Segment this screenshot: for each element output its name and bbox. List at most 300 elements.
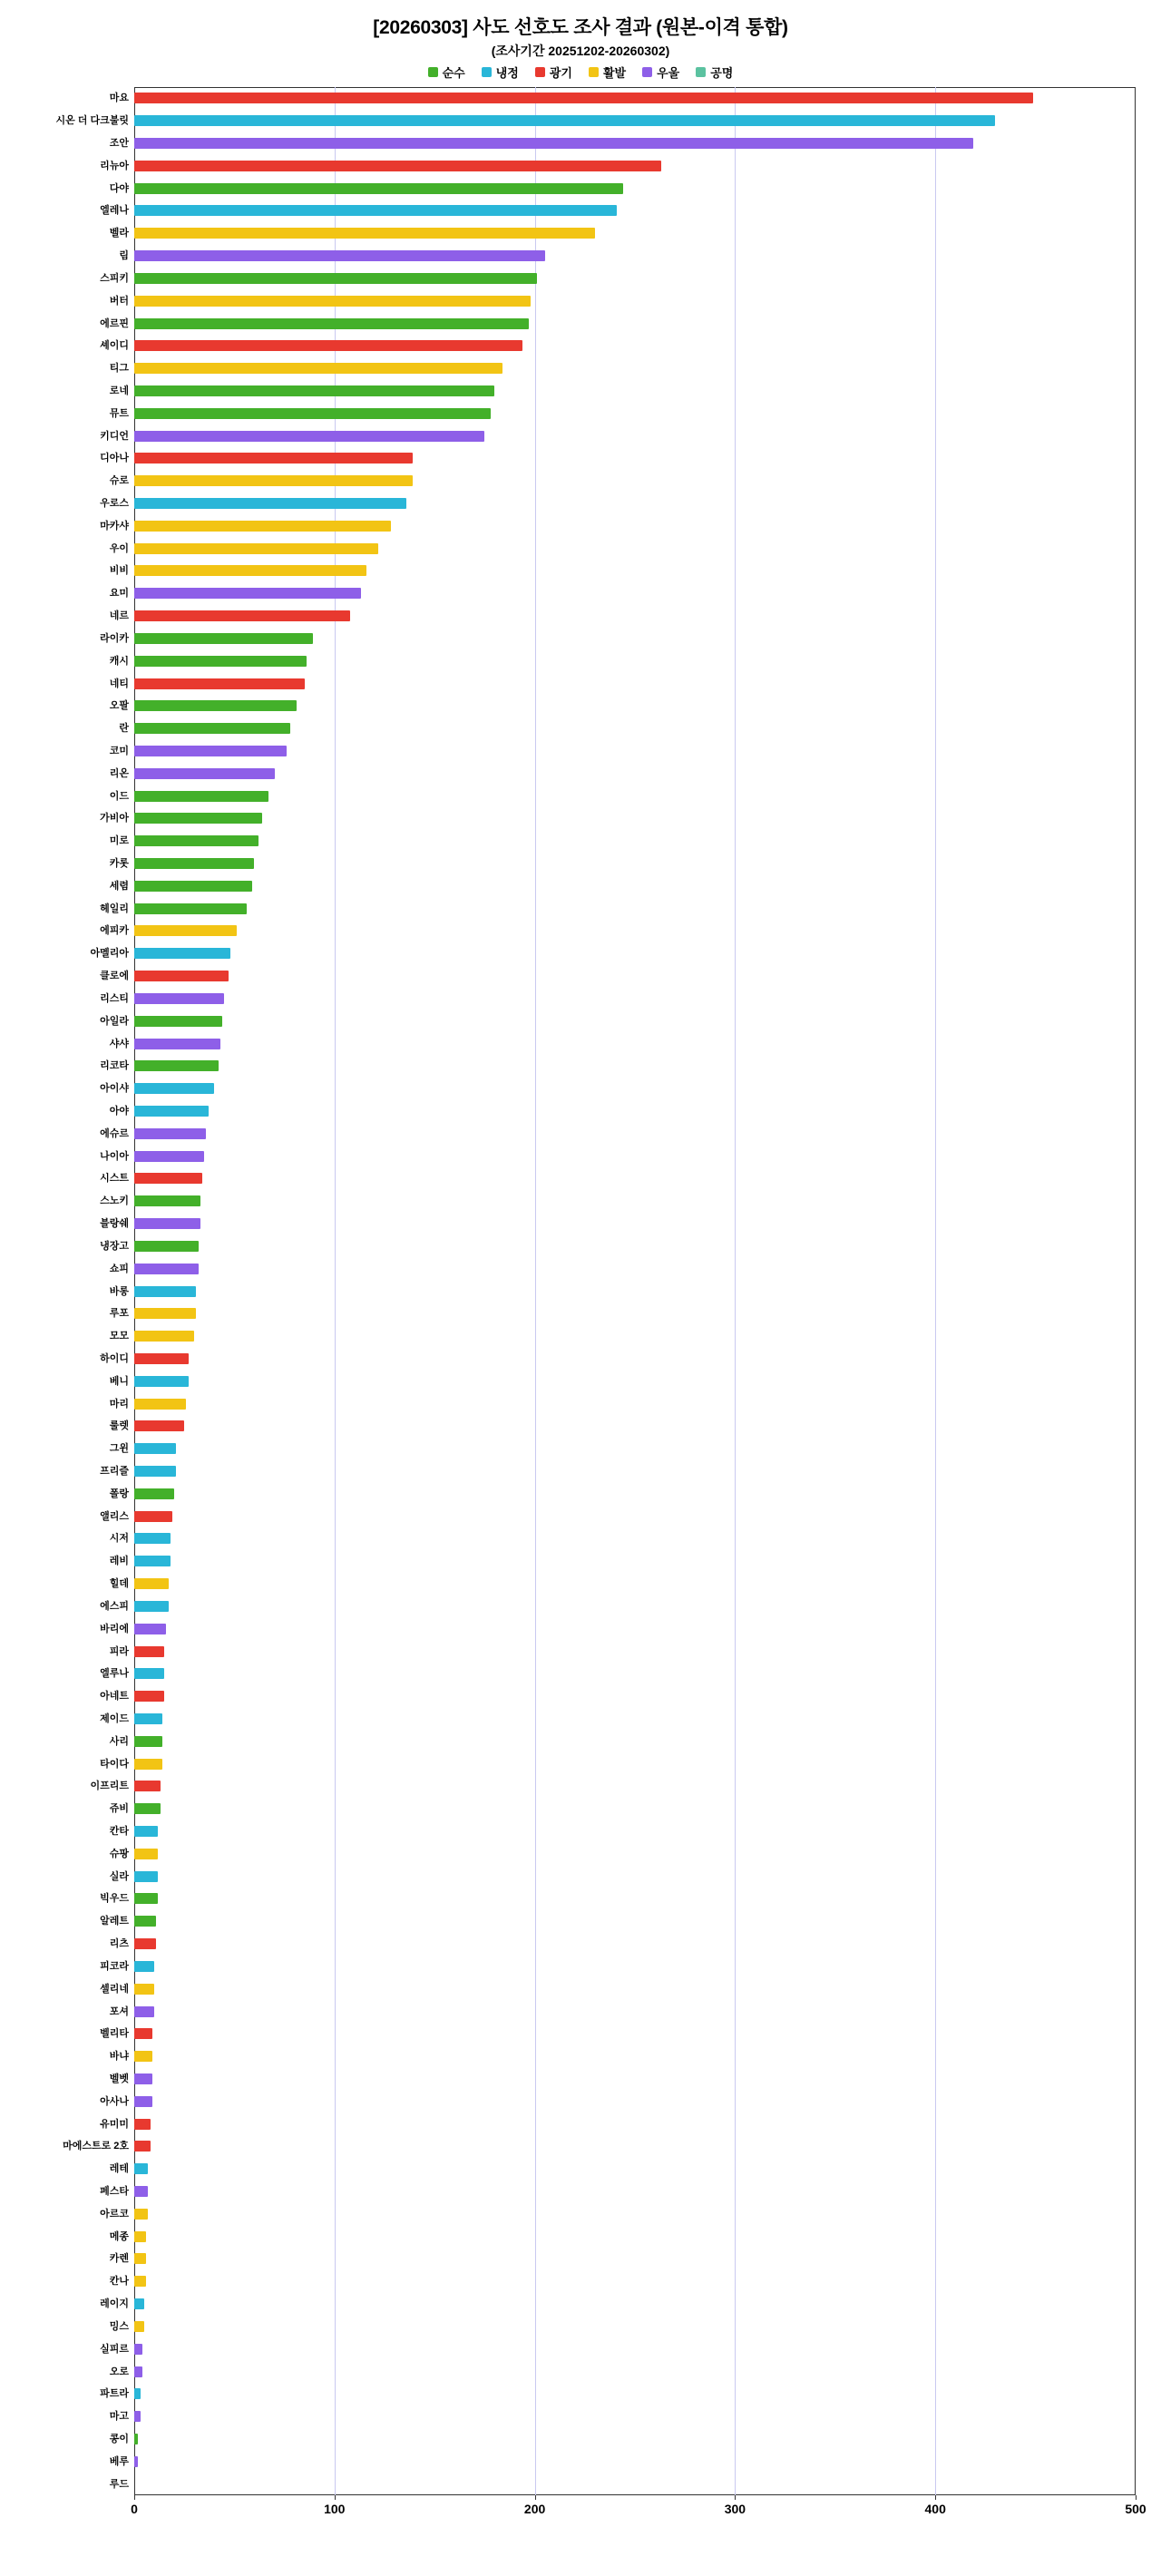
bar-row: [134, 1173, 1136, 1184]
y-axis-label: 샤샤: [109, 1038, 129, 1049]
y-axis-label: 가비아: [100, 813, 129, 825]
bar[interactable]: [134, 385, 494, 396]
bar-row: [134, 2434, 1136, 2444]
y-axis-label: 엘레나: [100, 205, 129, 217]
y-axis-label: 우로스: [100, 498, 129, 510]
y-axis-label: 칸타: [109, 1826, 129, 1837]
y-axis-label: 빅우드: [100, 1893, 129, 1905]
bar[interactable]: [134, 1803, 161, 1814]
bar[interactable]: [134, 1736, 162, 1747]
bar[interactable]: [134, 2231, 146, 2242]
bar[interactable]: [134, 1083, 214, 1094]
x-tick-mark: [1136, 2495, 1137, 2500]
y-axis-label: 쇼피: [109, 1263, 129, 1274]
bar-row: [134, 1871, 1136, 1882]
x-tick-mark: [935, 2495, 936, 2500]
bar[interactable]: [134, 1826, 158, 1837]
y-axis-label: 세렴: [109, 880, 129, 892]
bar[interactable]: [134, 678, 305, 689]
bar-row: [134, 791, 1136, 802]
y-axis-label: 에피카: [100, 925, 129, 937]
bar-row: [134, 2051, 1136, 2062]
bar[interactable]: [134, 858, 254, 869]
bar[interactable]: [134, 2096, 152, 2107]
bar[interactable]: [134, 408, 491, 419]
bar[interactable]: [134, 2073, 152, 2084]
y-axis-label: 블랑쉐: [100, 1218, 129, 1230]
bar-row: [134, 1443, 1136, 1454]
y-axis-label: 루포: [109, 1308, 129, 1320]
bar-row: [134, 1826, 1136, 1837]
legend-label: 광기: [549, 66, 572, 80]
x-tick-label: 100: [324, 2502, 346, 2516]
y-axis-label: 페스타: [100, 2186, 129, 2198]
bar[interactable]: [134, 475, 413, 486]
bar[interactable]: [134, 1353, 189, 1364]
x-tick-label: 0: [131, 2502, 138, 2516]
y-axis-label: 조안: [109, 138, 129, 150]
y-axis-label: 에슈르: [100, 1127, 129, 1139]
y-axis-label: 엘루나: [100, 1668, 129, 1680]
bar-row: [134, 678, 1136, 689]
bar[interactable]: [134, 543, 378, 554]
bar[interactable]: [134, 205, 617, 216]
y-axis-label: 미로: [109, 835, 129, 847]
y-axis-label: 알레트: [100, 1916, 129, 1927]
bar-row: [134, 656, 1136, 667]
bar[interactable]: [134, 93, 1033, 103]
bar[interactable]: [134, 2411, 141, 2422]
bar-row: [134, 858, 1136, 869]
bar-row: [134, 1218, 1136, 1229]
bar[interactable]: [134, 1466, 176, 1477]
bar[interactable]: [134, 1173, 202, 1184]
bar-row: [134, 1511, 1136, 1522]
bar-row: [134, 273, 1136, 284]
y-axis-label: 아사나: [100, 2095, 129, 2107]
bar-row: [134, 948, 1136, 959]
y-axis-label: 벨리타: [100, 2028, 129, 2040]
bar-row: [134, 1759, 1136, 1770]
bar-row: [134, 115, 1136, 126]
bar-row: [134, 1556, 1136, 1566]
bar[interactable]: [134, 2276, 146, 2287]
legend-entry[interactable]: [589, 63, 626, 81]
y-axis-label: 헤일리: [100, 903, 129, 914]
y-axis-label: 시저: [109, 1533, 129, 1545]
bar[interactable]: [134, 2298, 144, 2309]
bar[interactable]: [134, 2141, 151, 2152]
bar[interactable]: [134, 1039, 220, 1049]
y-axis-label: 모모: [109, 1331, 129, 1342]
y-axis-label: 폴랑: [109, 1488, 129, 1499]
bar-row: [134, 768, 1136, 779]
bar-row: [134, 318, 1136, 329]
y-axis-label: 바롱: [109, 1285, 129, 1297]
y-axis-label: 냉장고: [100, 1240, 129, 1252]
y-axis-label: 오팔: [109, 700, 129, 712]
bar-row: [134, 1106, 1136, 1117]
bar-row: [134, 1195, 1136, 1206]
bar-row: [134, 1533, 1136, 1544]
bar[interactable]: [134, 2344, 142, 2355]
bar[interactable]: [134, 2209, 148, 2220]
bar[interactable]: [134, 2321, 144, 2332]
y-axis-label: 콩이: [109, 2433, 129, 2444]
bar[interactable]: [134, 1691, 164, 1702]
y-axis-label: 레비: [109, 1556, 129, 1567]
bar-row: [134, 565, 1136, 576]
bar[interactable]: [134, 1218, 200, 1229]
bar[interactable]: [134, 2163, 148, 2174]
bar-row: [134, 1984, 1136, 1995]
bar[interactable]: [134, 2434, 138, 2444]
bar-row: [134, 2119, 1136, 2130]
bar[interactable]: [134, 993, 224, 1004]
bar[interactable]: [134, 1893, 158, 1904]
y-axis-label: 포셔: [109, 2005, 129, 2017]
bar[interactable]: [134, 768, 275, 779]
y-axis-label: 메종: [109, 2230, 129, 2242]
bar-row: [134, 1713, 1136, 1724]
bar[interactable]: [134, 2253, 146, 2264]
bar-row: [134, 1241, 1136, 1252]
bar[interactable]: [134, 228, 595, 239]
legend-entry[interactable]: [428, 63, 465, 81]
y-axis-label: 아멜리아: [90, 948, 129, 960]
bar[interactable]: [134, 115, 995, 126]
y-axis-label: 베니: [109, 1375, 129, 1387]
bar[interactable]: [134, 1241, 199, 1252]
bar-row: [134, 205, 1136, 216]
x-tick-mark: [134, 2495, 135, 2500]
bar[interactable]: [134, 1399, 186, 1410]
y-axis-label: 레이지: [100, 2298, 129, 2310]
bar-row: [134, 1488, 1136, 1499]
y-axis-label: 아르코: [100, 2208, 129, 2220]
bar[interactable]: [134, 723, 290, 734]
bar[interactable]: [134, 656, 307, 667]
bar[interactable]: [134, 453, 413, 463]
bar-row: [134, 1353, 1136, 1364]
legend-label: 순수: [442, 66, 465, 80]
y-axis-label: 에르핀: [100, 317, 129, 329]
bar-row: [134, 1466, 1136, 1477]
bar[interactable]: [134, 1578, 169, 1589]
y-axis-label: 벨라: [109, 228, 129, 239]
y-axis-label: 디아나: [100, 453, 129, 464]
bar[interactable]: [134, 1646, 164, 1657]
bar[interactable]: [134, 1511, 172, 1522]
bar[interactable]: [134, 925, 237, 936]
y-axis-label: 레테: [109, 2163, 129, 2175]
bar[interactable]: [134, 1961, 154, 1972]
bar[interactable]: [134, 2366, 142, 2377]
y-axis-label: 에스피: [100, 1600, 129, 1612]
bar[interactable]: [134, 250, 545, 261]
bar[interactable]: [134, 2456, 138, 2467]
bar-row: [134, 2276, 1136, 2287]
bar[interactable]: [134, 633, 313, 644]
bar-row: [134, 835, 1136, 846]
bar[interactable]: [134, 881, 252, 892]
bar[interactable]: [134, 521, 391, 532]
bar[interactable]: [134, 161, 661, 171]
bar[interactable]: [134, 2051, 152, 2062]
y-axis-label: 마에스트로 2호: [63, 2141, 129, 2152]
bar-row: [134, 1961, 1136, 1972]
bar[interactable]: [134, 318, 529, 329]
bar[interactable]: [134, 1849, 158, 1859]
bar[interactable]: [134, 2028, 152, 2039]
bar-row: [134, 1128, 1136, 1139]
bar[interactable]: [134, 2388, 141, 2399]
bar-row: [134, 1691, 1136, 1702]
y-axis-label: 슈로: [109, 475, 129, 487]
bar[interactable]: [134, 746, 287, 756]
bar-row: [134, 2366, 1136, 2377]
bar[interactable]: [134, 1331, 194, 1342]
y-axis-label: 리츠: [109, 1938, 129, 1950]
y-axis-label: 오로: [109, 2366, 129, 2377]
bar-row: [134, 161, 1136, 171]
bar-row: [134, 993, 1136, 1004]
bar-row: [134, 250, 1136, 261]
bar-row: [134, 971, 1136, 981]
y-axis-label: 티그: [109, 363, 129, 375]
legend-swatch-icon: [482, 67, 492, 77]
bar-row: [134, 1331, 1136, 1342]
y-axis-label: 셀리네: [100, 1983, 129, 1995]
bar-row: [134, 1420, 1136, 1431]
bar[interactable]: [134, 1376, 189, 1387]
bar-row: [134, 431, 1136, 442]
bar[interactable]: [134, 1151, 204, 1162]
bar[interactable]: [134, 498, 406, 509]
bar[interactable]: [134, 1308, 196, 1319]
bar[interactable]: [134, 1713, 162, 1724]
bar-row: [134, 1938, 1136, 1949]
bar[interactable]: [134, 1781, 161, 1791]
y-axis-label: 시온 더 다크불릿: [55, 115, 129, 127]
y-axis-label: 스피키: [100, 272, 129, 284]
bar[interactable]: [134, 1488, 174, 1499]
bar[interactable]: [134, 1128, 206, 1139]
legend-swatch-icon: [589, 67, 599, 77]
bar[interactable]: [134, 1871, 158, 1882]
y-axis-label: 리코타: [100, 1060, 129, 1072]
bar-row: [134, 2388, 1136, 2399]
legend-swatch-icon: [535, 67, 545, 77]
bar[interactable]: [134, 1938, 156, 1949]
bar-row: [134, 700, 1136, 711]
y-axis-label: 이프리트: [90, 1781, 129, 1792]
bar[interactable]: [134, 296, 531, 307]
bar-row: [134, 1916, 1136, 1927]
y-axis-label: 바리에: [100, 1623, 129, 1634]
bar-row: [134, 385, 1136, 396]
y-axis-label: 나이아: [100, 1150, 129, 1162]
bar[interactable]: [134, 588, 361, 599]
bar[interactable]: [134, 1556, 171, 1566]
bar-row: [134, 521, 1136, 532]
bar[interactable]: [134, 791, 268, 802]
bar-row: [134, 475, 1136, 486]
bar[interactable]: [134, 610, 350, 621]
bar[interactable]: [134, 273, 537, 284]
y-axis-label: 벨벳: [109, 2073, 129, 2084]
bar-row: [134, 1736, 1136, 1747]
legend-label: 활발: [603, 66, 627, 80]
y-axis-label: 아이샤: [100, 1083, 129, 1095]
y-axis-label: 림: [119, 250, 129, 262]
legend-label: 냉정: [495, 66, 519, 80]
bar-row: [134, 228, 1136, 239]
bar-row: [134, 881, 1136, 892]
y-axis-label: 카롯: [109, 858, 129, 870]
bar[interactable]: [134, 948, 230, 959]
bar[interactable]: [134, 2006, 154, 2017]
bar[interactable]: [134, 971, 229, 981]
legend-swatch-icon: [642, 67, 652, 77]
bar-row: [134, 1286, 1136, 1297]
bar-row: [134, 1399, 1136, 1410]
y-axis-label: 파트라: [100, 2388, 129, 2400]
bar-row: [134, 2411, 1136, 2422]
bar[interactable]: [134, 1060, 219, 1071]
bar-row: [134, 1803, 1136, 1814]
y-axis-label: 루드: [109, 2478, 129, 2490]
y-axis-label: 요미: [109, 588, 129, 600]
bar-row: [134, 588, 1136, 599]
y-axis-label: 룰렛: [109, 1420, 129, 1432]
bar[interactable]: [134, 340, 522, 351]
bar[interactable]: [134, 2119, 151, 2130]
bar-row: [134, 2479, 1136, 2490]
legend-entry[interactable]: [696, 63, 733, 81]
bar[interactable]: [134, 1668, 164, 1679]
bar[interactable]: [134, 363, 502, 374]
legend-entry[interactable]: [535, 63, 572, 81]
y-axis-label: 셰이디: [100, 340, 129, 352]
bar[interactable]: [134, 565, 366, 576]
bar[interactable]: [134, 1264, 199, 1274]
y-axis-label: 쥬비: [109, 1803, 129, 1815]
bar[interactable]: [134, 2186, 148, 2197]
y-axis-label: 네르: [109, 610, 129, 622]
bar-row: [134, 2253, 1136, 2264]
y-axis-label: 하이디: [100, 1352, 129, 1364]
bar[interactable]: [134, 1624, 166, 1634]
bar[interactable]: [134, 813, 262, 824]
bar-row: [134, 2186, 1136, 2197]
bar[interactable]: [134, 1286, 196, 1297]
y-axis-label: 이드: [109, 790, 129, 802]
x-tick-label: 400: [924, 2502, 946, 2516]
y-axis-label: 유미미: [100, 2118, 129, 2130]
bar-row: [134, 1601, 1136, 1612]
bar[interactable]: [134, 1759, 162, 1770]
y-axis-label: 앨리스: [100, 1510, 129, 1522]
bar[interactable]: [134, 1016, 222, 1027]
y-axis-label: 실라: [109, 1870, 129, 1882]
bar-row: [134, 2321, 1136, 2332]
bar-row: [134, 408, 1136, 419]
y-axis-label: 라이카: [100, 632, 129, 644]
y-axis-label: 피코라: [100, 1960, 129, 1972]
bar[interactable]: [134, 183, 623, 194]
y-axis-label: 슈팡: [109, 1848, 129, 1859]
bar[interactable]: [134, 1195, 200, 1206]
bar[interactable]: [134, 903, 247, 914]
y-axis-label: 우이: [109, 542, 129, 554]
bar-row: [134, 1308, 1136, 1319]
legend-swatch-icon: [428, 67, 438, 77]
bar[interactable]: [134, 1984, 154, 1995]
y-axis-label: 리온: [109, 767, 129, 779]
chart-subtitle: (조사기간 20251202-20260302): [491, 44, 670, 58]
legend-entry[interactable]: [482, 63, 519, 81]
legend-entry[interactable]: [642, 63, 679, 81]
y-axis-label: 로네: [109, 385, 129, 396]
y-axis-label: 피라: [109, 1645, 129, 1657]
bar[interactable]: [134, 1106, 209, 1117]
bar-row: [134, 633, 1136, 644]
bar-row: [134, 2073, 1136, 2084]
y-axis-label: 시스트: [100, 1173, 129, 1185]
y-axis-label: 란: [119, 723, 129, 735]
bar-row: [134, 1151, 1136, 1162]
bar-row: [134, 1781, 1136, 1791]
bar-row: [134, 93, 1136, 103]
bar-row: [134, 498, 1136, 509]
y-axis-label: 키디언: [100, 430, 129, 442]
y-axis-label: 칸나: [109, 2276, 129, 2288]
y-axis-label: 스노키: [100, 1195, 129, 1207]
y-axis-label: 아일라: [100, 1015, 129, 1027]
bar-row: [134, 2096, 1136, 2107]
bar[interactable]: [134, 1443, 176, 1454]
bar-row: [134, 2006, 1136, 2017]
y-axis-label: 코미: [109, 745, 129, 756]
bar[interactable]: [134, 1533, 171, 1544]
bar[interactable]: [134, 431, 484, 442]
bar-row: [134, 2344, 1136, 2355]
legend-label: 우울: [657, 66, 680, 80]
y-axis-label: 베루: [109, 2455, 129, 2467]
y-axis-label: 네티: [109, 678, 129, 689]
x-tick-mark: [335, 2495, 336, 2500]
y-axis-label: 리뉴아: [100, 160, 129, 171]
bar-row: [134, 2141, 1136, 2152]
bar-row: [134, 1668, 1136, 1679]
bar[interactable]: [134, 835, 259, 846]
y-axis-label: 캐시: [109, 655, 129, 667]
bar[interactable]: [134, 1420, 184, 1431]
x-tick-label: 500: [1125, 2502, 1146, 2516]
y-axis-label: 제이드: [100, 1712, 129, 1724]
bar-row: [134, 296, 1136, 307]
x-tick-label: 300: [724, 2502, 746, 2516]
legend-label: 공명: [710, 66, 734, 80]
bar-row: [134, 340, 1136, 351]
bar[interactable]: [134, 138, 973, 149]
bar[interactable]: [134, 1601, 169, 1612]
bar-row: [134, 2298, 1136, 2309]
bar[interactable]: [134, 1916, 156, 1927]
chart-legend: [0, 63, 1161, 81]
bar[interactable]: [134, 700, 297, 711]
